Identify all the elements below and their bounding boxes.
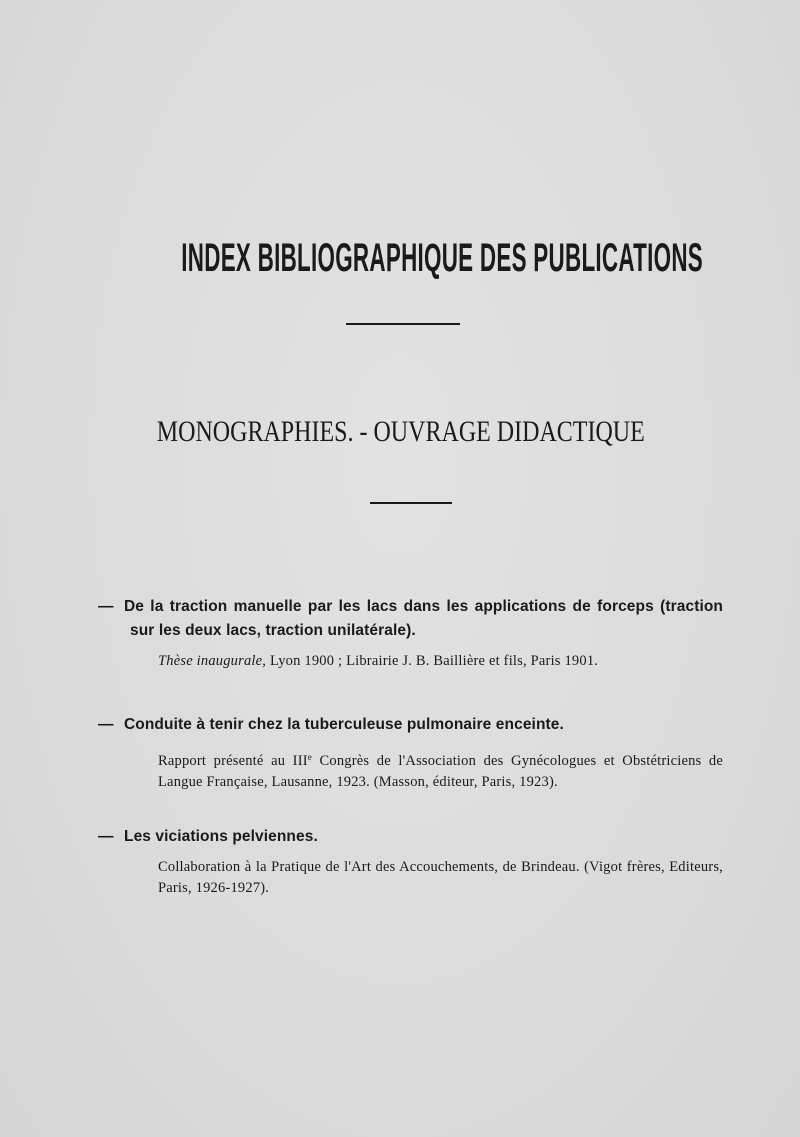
entry-detail-text: Lyon 1900 ; Librairie J. B. Baillière et fils, Paris 1901. [269, 653, 599, 669]
entry-title-line [98, 825, 723, 849]
entry-detail [158, 747, 723, 793]
entry-detail [158, 857, 723, 899]
entry-detail-text: Collaboration à la Pratique de l'Art des Accouchements, de Brindeau. (Vigot frères, Editeurs, Paris, 1926-1927). [158, 859, 723, 896]
entry-title: Les viciations pelviennes. [124, 828, 318, 845]
entry-detail-text: Congrès de l'Association des Gynécologues et Obstétriciens de Langue Française, Lausanne, 1923. (Masson, éditeur, Paris, 1923). [158, 753, 724, 790]
page-title: INDEX BIBLIOGRAPHIQUE DES PUBLICATIONS [181, 236, 704, 280]
entry-title-line [98, 595, 723, 643]
entry-dash: — [98, 828, 114, 845]
bibliography-entry [98, 595, 723, 672]
section-heading: MONOGRAPHIES. - OUVRAGE DIDACTIQUE [156, 415, 645, 448]
title-divider [346, 323, 460, 325]
entry-title: De la traction manuelle par les lacs dans les applications de forceps (traction sur les deux lacs, traction unilatérale). [124, 598, 723, 639]
bibliography-entry [98, 825, 723, 899]
entry-title: Conduite à tenir chez la tuberculeuse pulmonaire enceinte. [124, 716, 564, 733]
entry-dash: — [98, 716, 114, 733]
entry-detail-prefix: Rapport présenté au III [158, 753, 308, 769]
entry-detail-italic: Thèse inaugurale, [158, 653, 267, 669]
section-divider [370, 502, 452, 504]
entry-dash: — [98, 598, 114, 615]
entry-title-line [98, 713, 723, 737]
entry-detail-superscript: e [307, 752, 312, 762]
bibliography-entry [98, 713, 723, 793]
entry-detail [158, 651, 723, 672]
